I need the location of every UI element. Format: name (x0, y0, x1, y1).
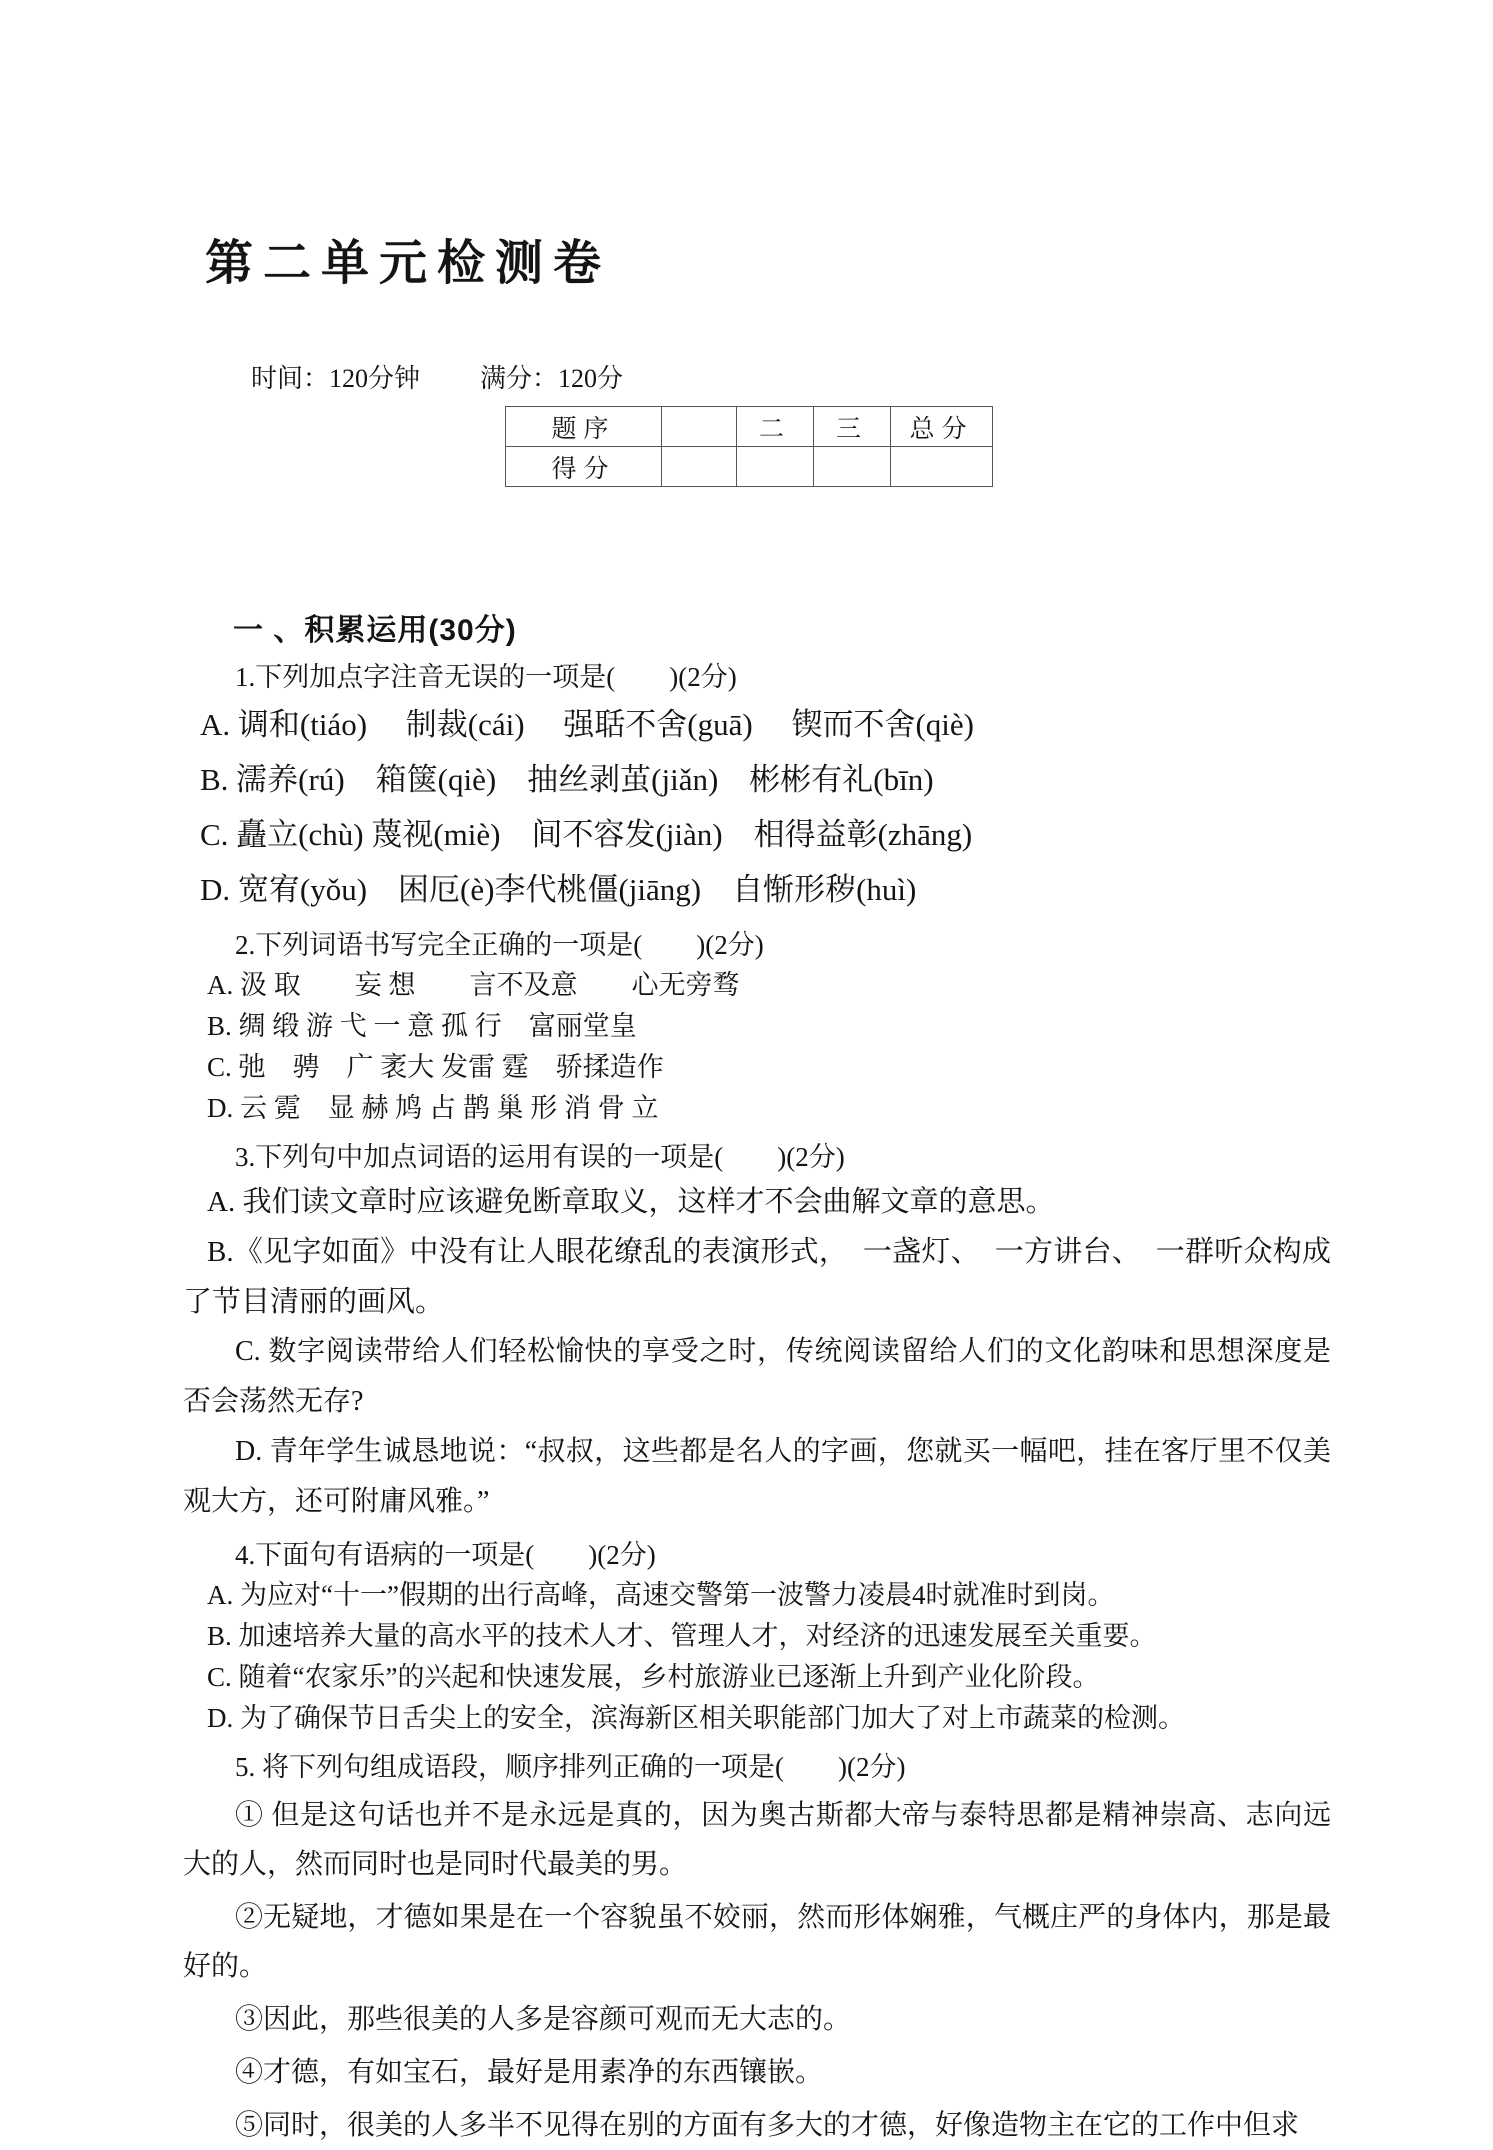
question-2-option-b: B. 绸 缎 游 弋 一 意 孤 行 富丽堂皇 (207, 1011, 637, 1041)
question-4 (0, 1535, 1493, 1739)
question-5 (0, 1747, 1493, 2150)
question-1-option-d: D. 宽宥(yǒu) 困厄(è)李代桃僵(jiāng) 自惭形秽(huì) (200, 872, 917, 907)
question-3-stem: 3.下列句中加点词语的运用有误的一项是( )(2分) (235, 1142, 845, 1172)
question-2 (0, 925, 1493, 1129)
question-4-option-c: C. 随着“农家乐”的兴起和快速发展，乡村旅游业已逐渐上升到产业化阶段。 (207, 1662, 1100, 1692)
full-score-label: 满分：120分 (480, 364, 624, 393)
score-cell-part-one (662, 407, 737, 447)
question-5-sentence-2: ②无疑地，才德如果是在一个容貌虽不姣丽，然而形体娴雅，气概庄严的身体内，那是最好的。 (183, 1902, 1331, 1982)
score-cell-part-three: 三 (814, 407, 891, 447)
question-1-option-c: C. 矗立(chù) 蔑视(miè) 间不容发(jiàn) 相得益彰(zhāng) (200, 817, 973, 852)
question-3 (0, 1137, 1493, 1527)
question-1-option-a: A. 调和(tiáo) 制裁(cái) 强聒不舍(guā) 锲而不舍(qiè) (200, 707, 974, 742)
question-3-option-b: B.《见字如面》中没有让人眼花缭乱的表演形式， 一盏灯、 一方讲台、 一群听众构成了节目清丽的画风。 (183, 1236, 1331, 1318)
question-1-stem: 1.下列加点字注音无误的一项是( )(2分) (235, 662, 737, 692)
score-cell-blank (891, 447, 993, 487)
score-cell-score-label: 得分 (506, 447, 662, 487)
question-5-sentence-1: ① 但是这句话也并不是永远是真的，因为奥古斯都大帝与泰特思都是精神崇高、志向远大的人，然而同时也是同时代最美的男。 (183, 1800, 1331, 1880)
exam-meta (251, 362, 1493, 396)
score-table-score-row (506, 447, 993, 487)
score-table (505, 406, 993, 487)
score-cell-part-two: 二 (737, 407, 814, 447)
question-3-option-c: C. 数字阅读带给人们轻松愉快的享受之时，传统阅读留给人们的文化韵味和思想深度是否会荡然无存? (183, 1336, 1331, 1417)
question-3-option-a: A. 我们读文章时应该避免断章取义，这样才不会曲解文章的意思。 (207, 1186, 1055, 1218)
question-2-option-d: D. 云 霓 显 赫 鸠 占 鹊 巢 形 消 骨 立 (207, 1093, 659, 1123)
question-4-option-a: A. 为应对“十一”假期的出行高峰，高速交警第一波警力凌晨4时就准时到岗。 (207, 1580, 1115, 1610)
question-1-option-b: B. 濡养(rú) 箱箧(qiè) 抽丝剥茧(jiǎn) 彬彬有礼(bīn) (200, 762, 934, 797)
score-cell-blank (814, 447, 891, 487)
score-cell-total: 总分 (891, 407, 993, 447)
question-5-sentence-3: ③因此，那些很美的人多是容颜可观而无大志的。 (235, 2004, 852, 2035)
score-cell-blank (737, 447, 814, 487)
score-cell-blank (662, 447, 737, 487)
question-1 (0, 657, 1493, 917)
question-4-option-b: B. 加速培养大量的高水平的技术人才、管理人才，对经济的迅速发展至关重要。 (207, 1621, 1157, 1651)
score-cell-question-order: 题序 (506, 407, 662, 447)
question-2-stem: 2.下列词语书写完全正确的一项是( )(2分) (235, 930, 764, 960)
question-5-stem: 5. 将下列句组成语段，顺序排列正确的一项是( )(2分) (235, 1752, 906, 1782)
question-5-sentence-4: ④才德，有如宝石，最好是用素净的东西镶嵌。 (235, 2057, 824, 2088)
question-3-option-d: D. 青年学生诚恳地说：“叔叔，这些都是名人的字画，您就买一幅吧，挂在客厅里不仅美观大方，还可附庸风雅。” (183, 1436, 1331, 1517)
question-2-option-c: C. 弛 骋 广 袤大 发雷 霆 骄揉造作 (207, 1052, 664, 1082)
page-title: 第二单元检测卷 (205, 237, 612, 290)
time-label: 时间：120分钟 (251, 364, 421, 393)
section-one-heading: 一 、积累运用(30分) (233, 614, 517, 647)
question-2-option-a: A. 汲 取 妄 想 言不及意 心无旁骛 (207, 970, 740, 1000)
question-5-sentence-5: ⑤同时，很美的人多半不见得在别的方面有多大的才德，好像造物主在它的工作中但求 (235, 2110, 1300, 2141)
score-table-header-row (506, 407, 993, 447)
question-4-stem: 4.下面句有语病的一项是( )(2分) (235, 1540, 656, 1570)
question-4-option-d: D. 为了确保节日舌尖上的安全，滨海新区相关职能部门加大了对上市蔬菜的检测。 (207, 1703, 1185, 1733)
